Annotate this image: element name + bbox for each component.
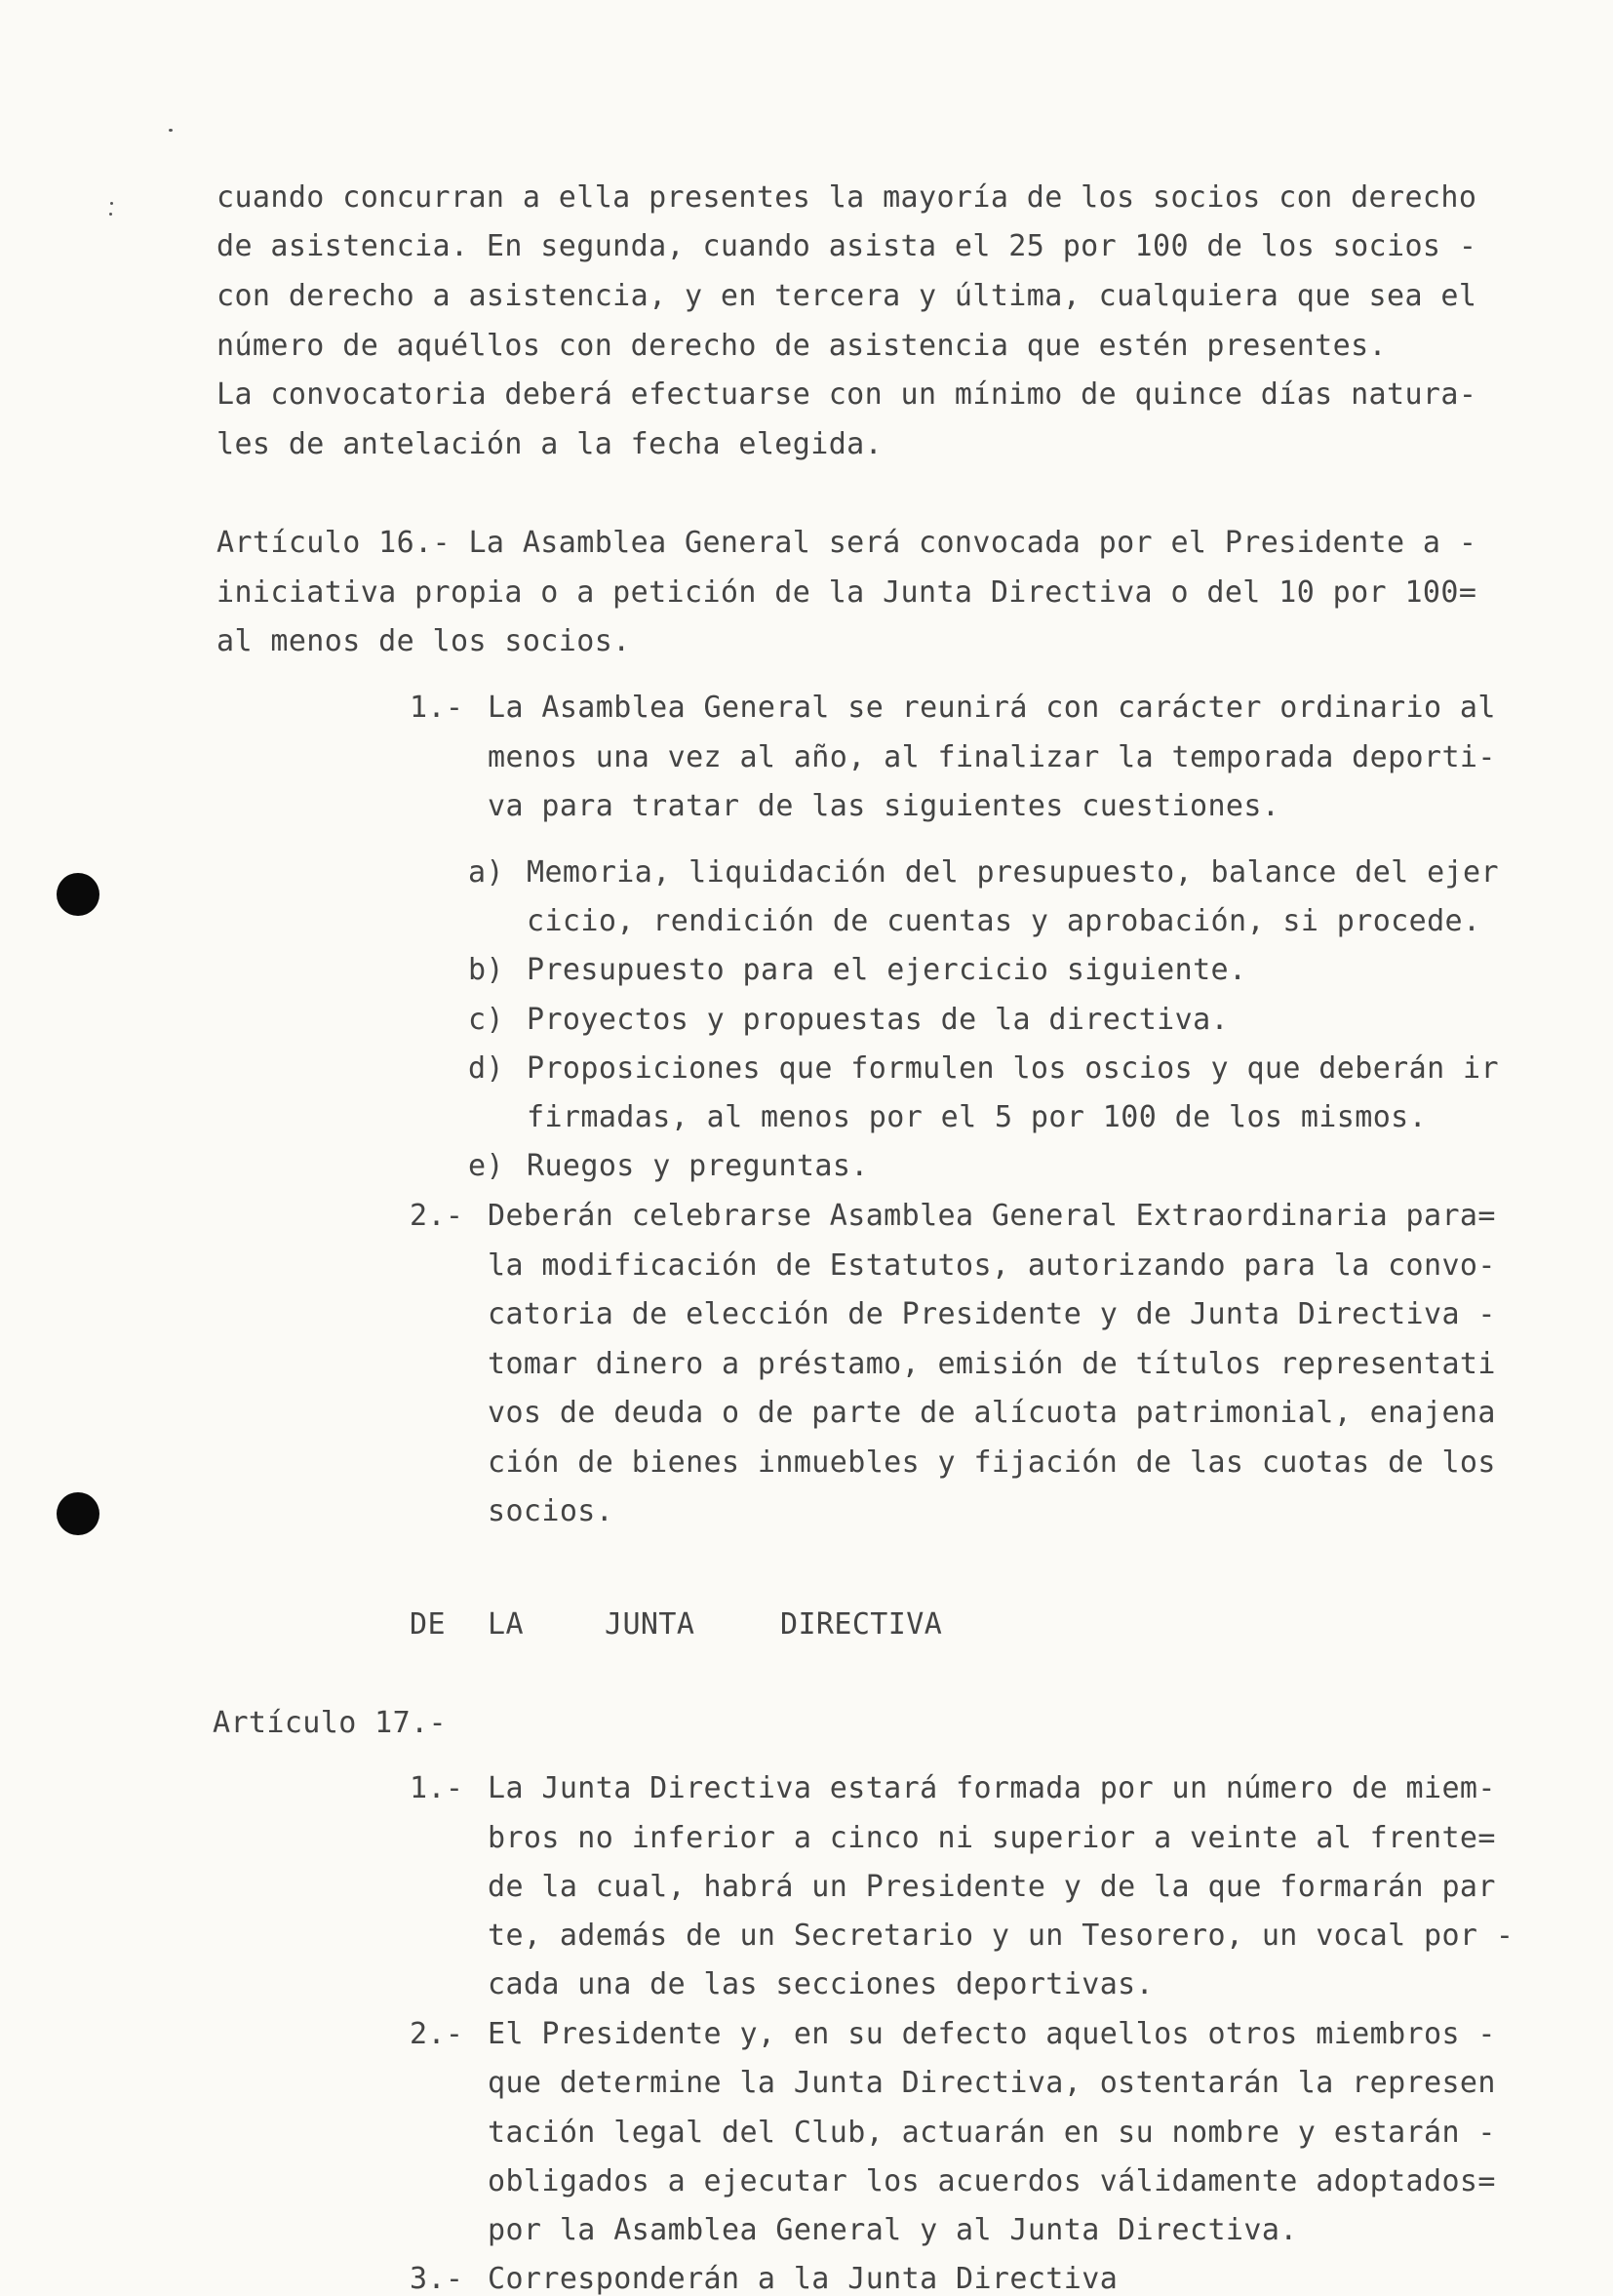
item-line: cada una de las secciones deportivas. (488, 1967, 1155, 2001)
subitem-letter: c) (468, 1003, 504, 1037)
intro-line: de asistencia. En segunda, cuando asista el 25 por 100 de los socios - (216, 229, 1477, 263)
item-line: socios. (488, 1494, 614, 1528)
item-line: te, además de un Secretario y un Tesorero, un vocal por - (488, 1919, 1515, 1953)
subitem-line: Ruegos y preguntas. (527, 1149, 869, 1183)
intro-line: con derecho a asistencia, y en tercera y última, cualquiera que sea el (216, 279, 1477, 313)
subitem-line: Memoria, liquidación del presupuesto, balance del ejer (527, 855, 1499, 890)
subitem-letter: d) (468, 1051, 504, 1086)
item-line: vos de deuda o de parte de alícuota patrimonial, enajena (488, 1396, 1496, 1430)
item-line: ción de bienes inmuebles y fijación de las cuotas de los (488, 1445, 1496, 1480)
article-17-title: Artículo 17.- (213, 1706, 447, 1740)
intro-line: La convocatoria deberá efectuarse con un mínimo de quince días natura- (216, 377, 1477, 412)
section-heading-word: DIRECTIVA (780, 1607, 943, 1642)
subitem-line: Proposiciones que formulen los oscios y que deberán ir (527, 1051, 1499, 1086)
item-line: de la cual, habrá un Presidente y de la que formarán par (488, 1870, 1496, 1904)
item-line: tomar dinero a préstamo, emisión de títulos representati (488, 1347, 1496, 1381)
item-number: 2.- (410, 1199, 464, 1233)
punch-hole-lower (57, 1492, 99, 1535)
item-number: 1.- (410, 1771, 464, 1805)
article-16-line: Artículo 16.- La Asamblea General será convocada por el Presidente a - (216, 526, 1477, 560)
intro-line: número de aquéllos con derecho de asistencia que estén presentes. (216, 329, 1387, 363)
article-16-line: iniciativa propia o a petición de la Junta Directiva o del 10 por 100= (216, 575, 1477, 610)
item-line: va para tratar de las siguientes cuestiones. (488, 789, 1280, 823)
punch-hole-upper (57, 873, 99, 916)
item-line: El Presidente y, en su defecto aquellos otros miembros - (488, 2017, 1496, 2051)
item-number-partial: 3.- (410, 2262, 464, 2296)
speck-mark (169, 129, 173, 132)
subitem-letter: b) (468, 953, 504, 987)
section-heading-word: DE (410, 1607, 446, 1642)
item-line: La Asamblea General se reunirá con carácter ordinario al (488, 691, 1496, 725)
item-line: catoria de elección de Presidente y de Junta Directiva - (488, 1297, 1496, 1331)
intro-line: les de antelación a la fecha elegida. (216, 427, 884, 461)
item-number: 1.- (410, 691, 464, 725)
speck-mark (110, 202, 113, 205)
item-line: Deberán celebrarse Asamblea General Extraordinaria para= (488, 1199, 1496, 1233)
item-line-partial: Corresponderán a la Junta Directiva (488, 2262, 1119, 2296)
item-line: La Junta Directiva estará formada por un número de miem- (488, 1771, 1496, 1805)
section-heading-word: JUNTA (605, 1607, 695, 1642)
item-line: bros no inferior a cinco ni superior a veinte al frente= (488, 1821, 1496, 1855)
speck-mark (109, 213, 112, 216)
item-line: menos una vez al año, al finalizar la temporada deporti- (488, 740, 1496, 774)
item-line: la modificación de Estatutos, autorizando para la convo- (488, 1248, 1496, 1283)
subitem-letter: a) (468, 855, 504, 890)
subitem-letter: e) (468, 1149, 504, 1183)
subitem-line: Presupuesto para el ejercicio siguiente. (527, 953, 1247, 987)
section-heading-word: LA (488, 1607, 524, 1642)
item-line: por la Asamblea General y al Junta Directiva. (488, 2213, 1298, 2247)
item-line: obligados a ejecutar los acuerdos válidamente adoptados= (488, 2164, 1496, 2198)
item-line: tación legal del Club, actuarán en su nombre y estarán - (488, 2116, 1496, 2150)
subitem-line: cicio, rendición de cuentas y aprobación, si procede. (527, 904, 1481, 938)
item-line: que determine la Junta Directiva, ostentarán la represen (488, 2066, 1496, 2100)
subitem-line: firmadas, al menos por el 5 por 100 de los mismos. (527, 1100, 1428, 1134)
intro-line: cuando concurran a ella presentes la mayoría de los socios con derecho (216, 180, 1477, 215)
item-number: 2.- (410, 2017, 464, 2051)
subitem-line: Proyectos y propuestas de la directiva. (527, 1003, 1229, 1037)
article-16-line: al menos de los socios. (216, 624, 631, 658)
